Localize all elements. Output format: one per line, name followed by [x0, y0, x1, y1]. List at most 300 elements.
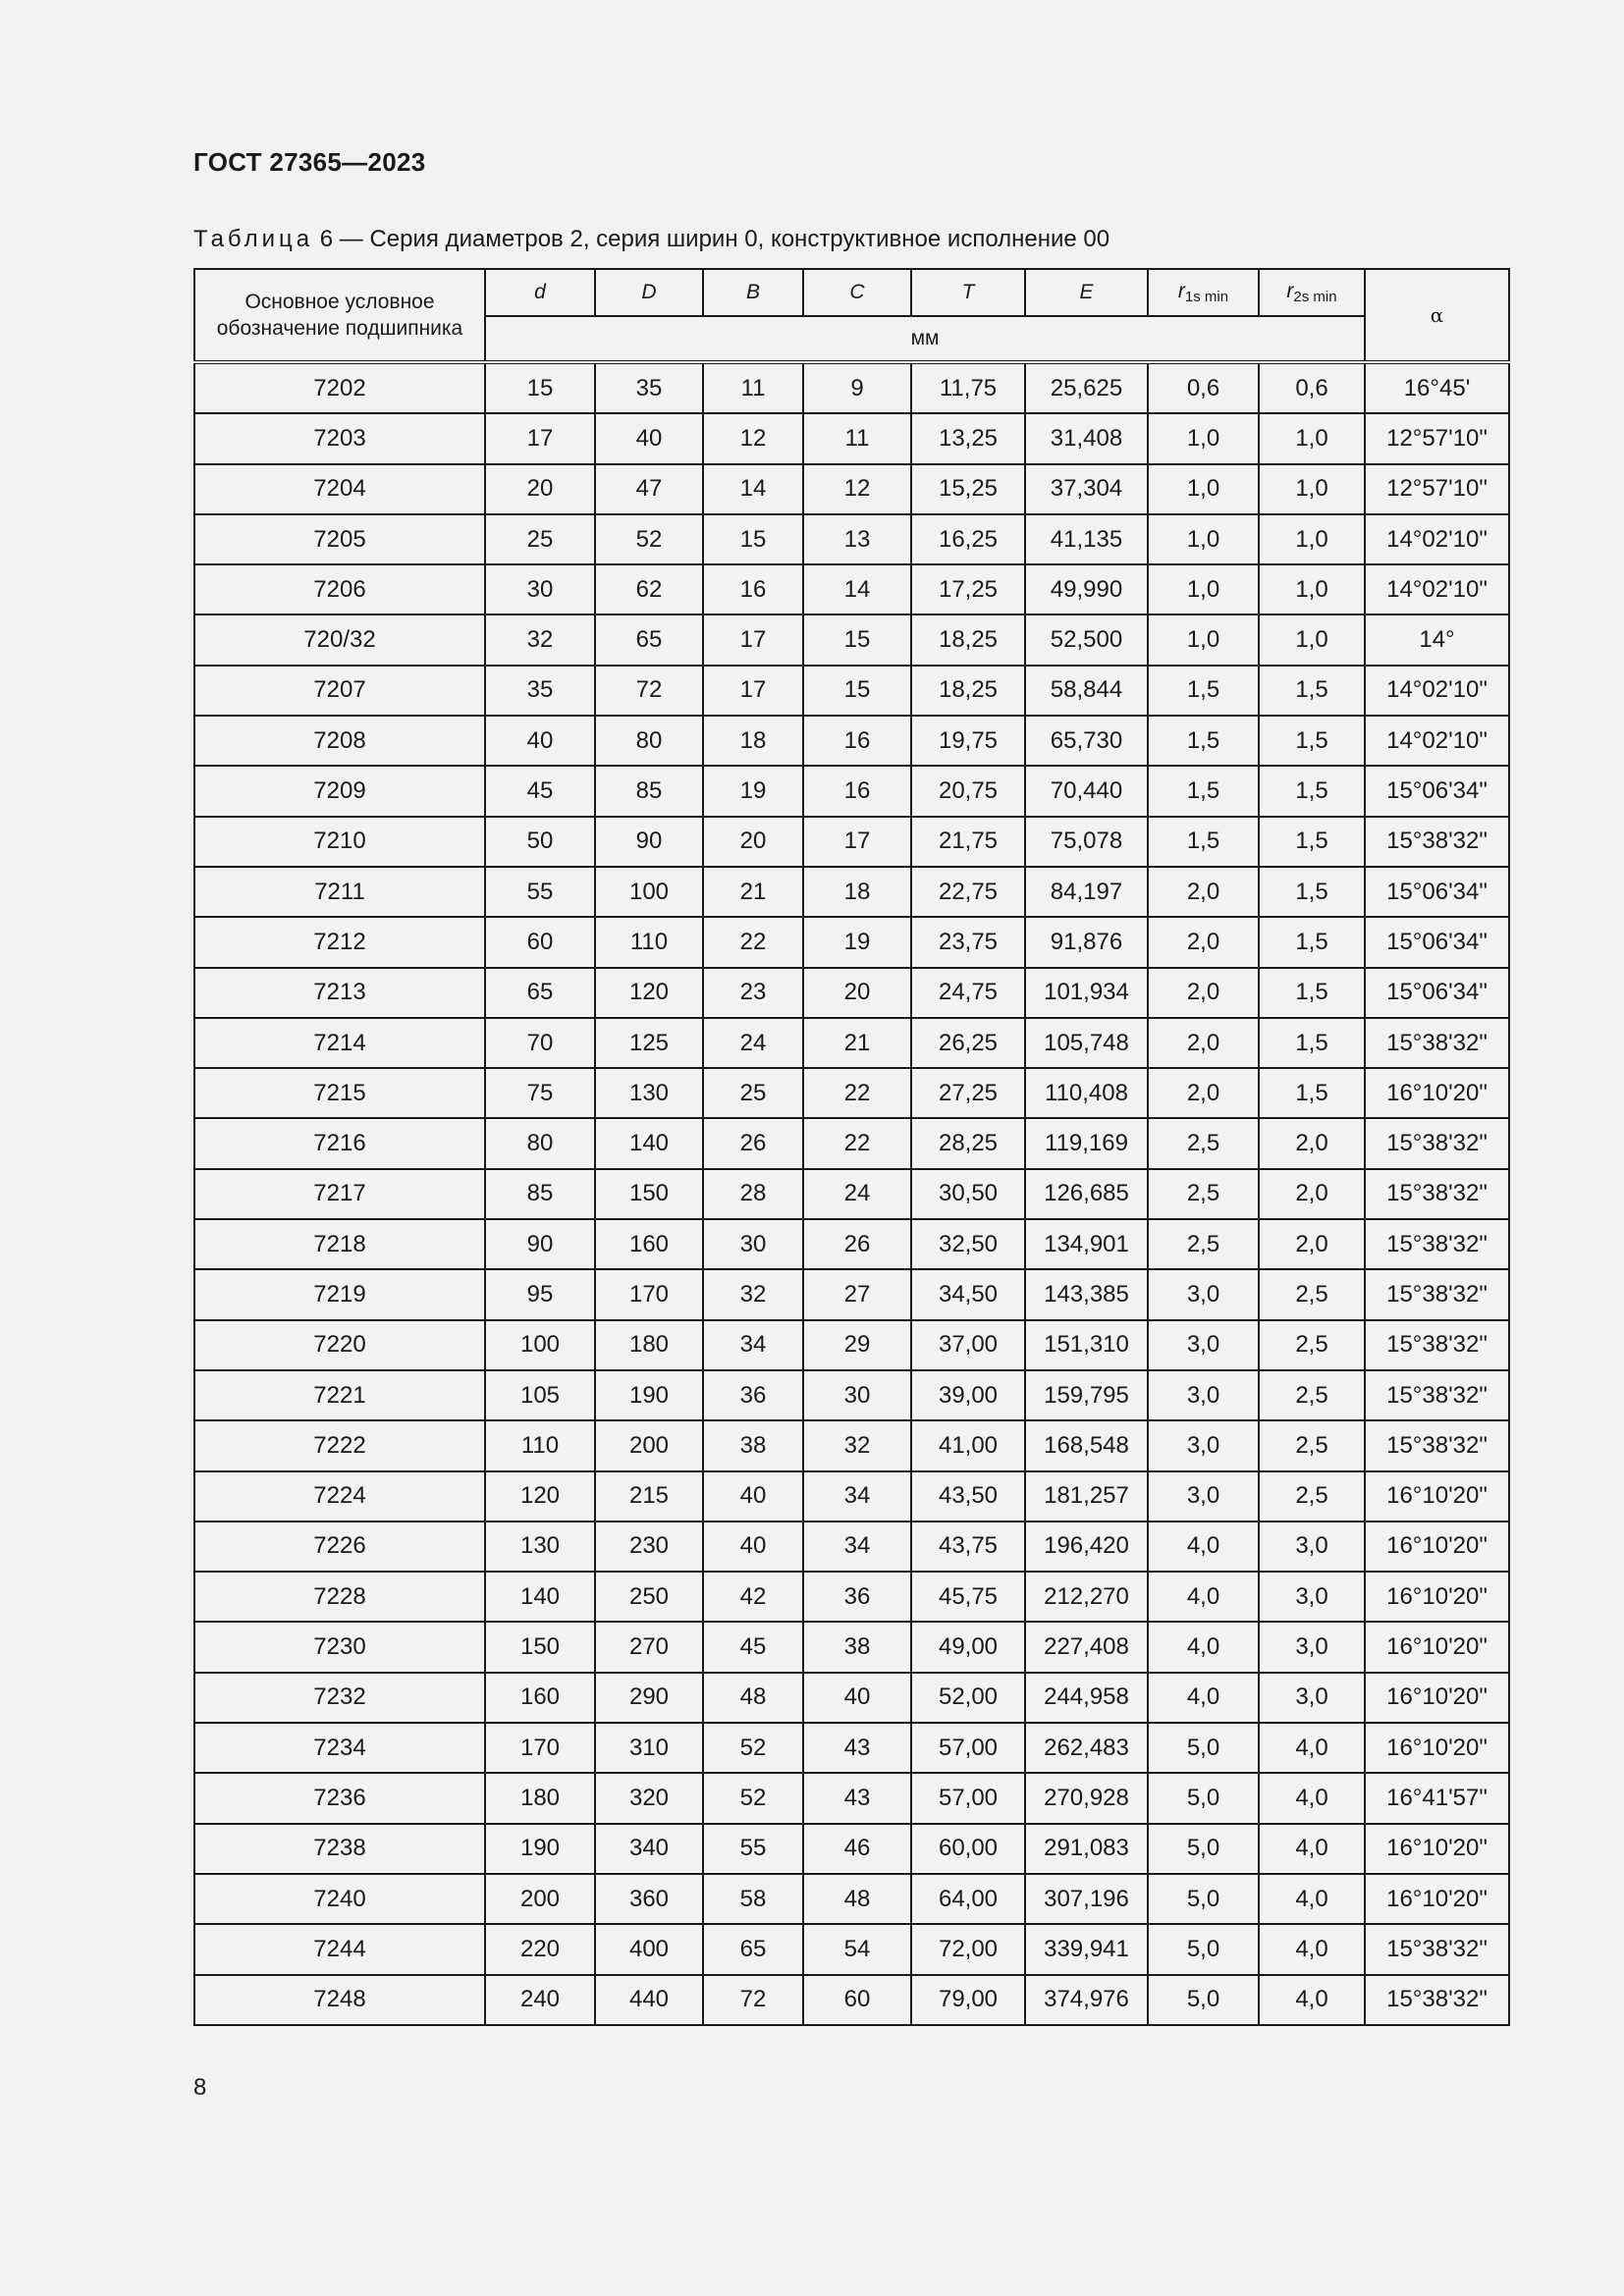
- cell-r2s-min: 1,5: [1259, 817, 1365, 867]
- cell-designation: 7203: [194, 413, 485, 463]
- cell-r1s-min: 3,0: [1148, 1370, 1259, 1420]
- table-header: [194, 269, 1509, 362]
- cell-designation: 7218: [194, 1219, 485, 1269]
- cell-alpha: 14°02'10": [1365, 514, 1509, 564]
- cell-r1s-min: 4,0: [1148, 1622, 1259, 1672]
- cell-designation: 7213: [194, 968, 485, 1018]
- cell-r1s-min: 3,0: [1148, 1320, 1259, 1370]
- cell-alpha: 16°10'20": [1365, 1471, 1509, 1522]
- cell-r2s-min: 2,0: [1259, 1219, 1365, 1269]
- cell-D: 35: [595, 362, 703, 413]
- cell-designation: 7238: [194, 1824, 485, 1874]
- cell-C: 22: [803, 1068, 911, 1118]
- cell-designation: 7222: [194, 1420, 485, 1470]
- cell-designation: 7236: [194, 1773, 485, 1823]
- cell-designation: 7240: [194, 1874, 485, 1924]
- cell-C: 60: [803, 1975, 911, 2025]
- cell-E: 181,257: [1025, 1471, 1148, 1522]
- cell-r1s-min: 3,0: [1148, 1471, 1259, 1522]
- table-row: [194, 968, 1509, 1018]
- cell-d: 85: [485, 1169, 595, 1219]
- cell-r1s-min: 4,0: [1148, 1572, 1259, 1622]
- cell-D: 290: [595, 1673, 703, 1723]
- table-row: [194, 514, 1509, 564]
- cell-r2s-min: 1,5: [1259, 1068, 1365, 1118]
- cell-r2s-min: 1,0: [1259, 564, 1365, 614]
- cell-designation: 7209: [194, 766, 485, 816]
- cell-designation: 7219: [194, 1269, 485, 1319]
- cell-designation: 7214: [194, 1018, 485, 1068]
- cell-designation: 7220: [194, 1320, 485, 1370]
- table-row: [194, 1118, 1509, 1168]
- cell-d: 20: [485, 464, 595, 514]
- cell-r2s-min: 2,0: [1259, 1169, 1365, 1219]
- cell-designation: 7215: [194, 1068, 485, 1118]
- cell-C: 32: [803, 1420, 911, 1470]
- cell-C: 40: [803, 1673, 911, 1723]
- cell-d: 180: [485, 1773, 595, 1823]
- cell-r1s-min: 1,0: [1148, 413, 1259, 463]
- cell-T: 28,25: [911, 1118, 1025, 1168]
- cell-alpha: 15°06'34": [1365, 917, 1509, 967]
- cell-alpha: 16°45': [1365, 362, 1509, 413]
- header-designation: Основное условное обозначение подшипника: [194, 269, 485, 362]
- cell-r2s-min: 1,5: [1259, 716, 1365, 766]
- cell-D: 180: [595, 1320, 703, 1370]
- cell-C: 20: [803, 968, 911, 1018]
- cell-B: 32: [703, 1269, 803, 1319]
- cell-alpha: 15°38'32": [1365, 1924, 1509, 1974]
- cell-d: 35: [485, 666, 595, 716]
- cell-B: 52: [703, 1773, 803, 1823]
- cell-designation: 7205: [194, 514, 485, 564]
- cell-T: 41,00: [911, 1420, 1025, 1470]
- cell-E: 58,844: [1025, 666, 1148, 716]
- header-E: E: [1025, 269, 1148, 316]
- cell-D: 52: [595, 514, 703, 564]
- cell-r1s-min: 3,0: [1148, 1269, 1259, 1319]
- cell-T: 21,75: [911, 817, 1025, 867]
- cell-r2s-min: 4,0: [1259, 1924, 1365, 1974]
- cell-alpha: 16°10'20": [1365, 1723, 1509, 1773]
- cell-D: 400: [595, 1924, 703, 1974]
- table-row: [194, 1018, 1509, 1068]
- table-row: [194, 1370, 1509, 1420]
- table-body: [194, 362, 1509, 2025]
- cell-r2s-min: 1,5: [1259, 766, 1365, 816]
- cell-r1s-min: 5,0: [1148, 1723, 1259, 1773]
- cell-B: 58: [703, 1874, 803, 1924]
- cell-E: 212,270: [1025, 1572, 1148, 1622]
- cell-B: 15: [703, 514, 803, 564]
- cell-D: 85: [595, 766, 703, 816]
- cell-D: 340: [595, 1824, 703, 1874]
- cell-alpha: 16°10'20": [1365, 1673, 1509, 1723]
- page-number: 8: [193, 2074, 207, 2101]
- cell-T: 43,50: [911, 1471, 1025, 1522]
- cell-designation: 7232: [194, 1673, 485, 1723]
- cell-r2s-min: 1,5: [1259, 1018, 1365, 1068]
- cell-alpha: 15°38'32": [1365, 1320, 1509, 1370]
- cell-d: 75: [485, 1068, 595, 1118]
- cell-E: 196,420: [1025, 1522, 1148, 1572]
- cell-B: 38: [703, 1420, 803, 1470]
- cell-r1s-min: 2,5: [1148, 1219, 1259, 1269]
- cell-alpha: 16°10'20": [1365, 1572, 1509, 1622]
- cell-r1s-min: 1,5: [1148, 766, 1259, 816]
- cell-B: 21: [703, 867, 803, 917]
- cell-D: 65: [595, 614, 703, 665]
- cell-D: 190: [595, 1370, 703, 1420]
- cell-E: 37,304: [1025, 464, 1148, 514]
- cell-designation: 7224: [194, 1471, 485, 1522]
- cell-E: 75,078: [1025, 817, 1148, 867]
- cell-D: 62: [595, 564, 703, 614]
- cell-C: 43: [803, 1723, 911, 1773]
- cell-B: 12: [703, 413, 803, 463]
- header-unit: мм: [485, 316, 1365, 362]
- cell-r1s-min: 2,5: [1148, 1118, 1259, 1168]
- cell-E: 270,928: [1025, 1773, 1148, 1823]
- cell-C: 16: [803, 766, 911, 816]
- table-row: [194, 716, 1509, 766]
- table-row: [194, 1068, 1509, 1118]
- table-row: [194, 1471, 1509, 1522]
- cell-E: 339,941: [1025, 1924, 1148, 1974]
- cell-B: 55: [703, 1824, 803, 1874]
- table-row: [194, 1420, 1509, 1470]
- cell-C: 27: [803, 1269, 911, 1319]
- bearing-dimensions-table: [193, 268, 1510, 2026]
- cell-r1s-min: 2,0: [1148, 1018, 1259, 1068]
- table-caption: [193, 226, 1110, 253]
- cell-T: 18,25: [911, 614, 1025, 665]
- cell-T: 43,75: [911, 1522, 1025, 1572]
- table-row: [194, 1522, 1509, 1572]
- cell-designation: 7207: [194, 666, 485, 716]
- cell-d: 105: [485, 1370, 595, 1420]
- cell-B: 28: [703, 1169, 803, 1219]
- cell-d: 17: [485, 413, 595, 463]
- cell-T: 19,75: [911, 716, 1025, 766]
- cell-alpha: 15°38'32": [1365, 1169, 1509, 1219]
- cell-C: 29: [803, 1320, 911, 1370]
- cell-d: 220: [485, 1924, 595, 1974]
- header-r2s-min-symbol: r: [1286, 280, 1294, 302]
- cell-B: 18: [703, 716, 803, 766]
- cell-T: 57,00: [911, 1723, 1025, 1773]
- cell-T: 13,25: [911, 413, 1025, 463]
- cell-r2s-min: 1,0: [1259, 514, 1365, 564]
- cell-C: 46: [803, 1824, 911, 1874]
- table-row: [194, 1824, 1509, 1874]
- cell-r2s-min: 0,6: [1259, 362, 1365, 413]
- cell-D: 230: [595, 1522, 703, 1572]
- cell-E: 291,083: [1025, 1824, 1148, 1874]
- cell-T: 15,25: [911, 464, 1025, 514]
- cell-B: 19: [703, 766, 803, 816]
- cell-alpha: 15°38'32": [1365, 1118, 1509, 1168]
- cell-d: 200: [485, 1874, 595, 1924]
- table-row: [194, 917, 1509, 967]
- cell-T: 23,75: [911, 917, 1025, 967]
- cell-alpha: 15°38'32": [1365, 817, 1509, 867]
- table-row: [194, 1320, 1509, 1370]
- cell-C: 30: [803, 1370, 911, 1420]
- cell-D: 120: [595, 968, 703, 1018]
- cell-T: 24,75: [911, 968, 1025, 1018]
- cell-B: 72: [703, 1975, 803, 2025]
- cell-D: 140: [595, 1118, 703, 1168]
- cell-B: 23: [703, 968, 803, 1018]
- table-row: [194, 1673, 1509, 1723]
- cell-r1s-min: 2,5: [1148, 1169, 1259, 1219]
- cell-alpha: 16°10'20": [1365, 1068, 1509, 1118]
- cell-T: 64,00: [911, 1874, 1025, 1924]
- cell-designation: 7226: [194, 1522, 485, 1572]
- cell-B: 17: [703, 614, 803, 665]
- cell-D: 250: [595, 1572, 703, 1622]
- cell-alpha: 16°10'20": [1365, 1522, 1509, 1572]
- cell-d: 55: [485, 867, 595, 917]
- cell-C: 22: [803, 1118, 911, 1168]
- cell-r1s-min: 2,0: [1148, 1068, 1259, 1118]
- cell-d: 45: [485, 766, 595, 816]
- table-row: [194, 1219, 1509, 1269]
- cell-C: 54: [803, 1924, 911, 1974]
- cell-T: 39,00: [911, 1370, 1025, 1420]
- table-row: [194, 1572, 1509, 1622]
- cell-d: 50: [485, 817, 595, 867]
- cell-E: 134,901: [1025, 1219, 1148, 1269]
- cell-D: 72: [595, 666, 703, 716]
- table-row: [194, 867, 1509, 917]
- cell-alpha: 15°06'34": [1365, 867, 1509, 917]
- cell-r2s-min: 3,0: [1259, 1572, 1365, 1622]
- cell-B: 16: [703, 564, 803, 614]
- table-row: [194, 666, 1509, 716]
- table-row: [194, 413, 1509, 463]
- cell-D: 110: [595, 917, 703, 967]
- cell-E: 105,748: [1025, 1018, 1148, 1068]
- cell-alpha: 15°06'34": [1365, 968, 1509, 1018]
- cell-d: 95: [485, 1269, 595, 1319]
- table-caption-prefix: Таблица: [193, 226, 314, 252]
- cell-T: 18,25: [911, 666, 1025, 716]
- cell-T: 16,25: [911, 514, 1025, 564]
- cell-T: 32,50: [911, 1219, 1025, 1269]
- header-B: B: [703, 269, 803, 316]
- cell-B: 11: [703, 362, 803, 413]
- cell-D: 170: [595, 1269, 703, 1319]
- cell-r1s-min: 2,0: [1148, 867, 1259, 917]
- cell-T: 34,50: [911, 1269, 1025, 1319]
- cell-E: 227,408: [1025, 1622, 1148, 1672]
- cell-B: 17: [703, 666, 803, 716]
- cell-r1s-min: 5,0: [1148, 1824, 1259, 1874]
- cell-D: 80: [595, 716, 703, 766]
- cell-C: 19: [803, 917, 911, 967]
- cell-r2s-min: 4,0: [1259, 1824, 1365, 1874]
- header-row: [194, 269, 1509, 316]
- cell-alpha: 15°38'32": [1365, 1269, 1509, 1319]
- cell-designation: 7244: [194, 1924, 485, 1974]
- cell-r1s-min: 1,0: [1148, 564, 1259, 614]
- cell-T: 37,00: [911, 1320, 1025, 1370]
- cell-B: 24: [703, 1018, 803, 1068]
- table-row: [194, 464, 1509, 514]
- cell-r1s-min: 5,0: [1148, 1874, 1259, 1924]
- cell-r1s-min: 1,5: [1148, 817, 1259, 867]
- table-row: [194, 1723, 1509, 1773]
- cell-C: 15: [803, 614, 911, 665]
- cell-E: 159,795: [1025, 1370, 1148, 1420]
- cell-r1s-min: 3,0: [1148, 1420, 1259, 1470]
- table-row: [194, 1975, 1509, 2025]
- cell-C: 26: [803, 1219, 911, 1269]
- document-header: ГОСТ 27365—2023: [193, 147, 426, 177]
- cell-r1s-min: 1,5: [1148, 716, 1259, 766]
- header-T: T: [911, 269, 1025, 316]
- header-C: C: [803, 269, 911, 316]
- cell-E: 168,548: [1025, 1420, 1148, 1470]
- cell-alpha: 15°38'32": [1365, 1975, 1509, 2025]
- cell-d: 110: [485, 1420, 595, 1470]
- cell-alpha: 14°02'10": [1365, 716, 1509, 766]
- table-row: [194, 1622, 1509, 1672]
- cell-T: 79,00: [911, 1975, 1025, 2025]
- cell-d: 120: [485, 1471, 595, 1522]
- cell-r2s-min: 2,5: [1259, 1269, 1365, 1319]
- cell-B: 52: [703, 1723, 803, 1773]
- cell-E: 49,990: [1025, 564, 1148, 614]
- cell-B: 40: [703, 1522, 803, 1572]
- cell-B: 48: [703, 1673, 803, 1723]
- cell-T: 11,75: [911, 362, 1025, 413]
- cell-d: 140: [485, 1572, 595, 1622]
- cell-alpha: 16°10'20": [1365, 1824, 1509, 1874]
- cell-B: 14: [703, 464, 803, 514]
- cell-alpha: 16°10'20": [1365, 1622, 1509, 1672]
- cell-T: 27,25: [911, 1068, 1025, 1118]
- cell-D: 360: [595, 1874, 703, 1924]
- cell-d: 25: [485, 514, 595, 564]
- cell-d: 65: [485, 968, 595, 1018]
- cell-d: 32: [485, 614, 595, 665]
- cell-T: 45,75: [911, 1572, 1025, 1622]
- header-r1s-min-symbol: r: [1177, 280, 1185, 302]
- cell-r2s-min: 3,0: [1259, 1522, 1365, 1572]
- cell-d: 240: [485, 1975, 595, 2025]
- cell-B: 30: [703, 1219, 803, 1269]
- cell-D: 47: [595, 464, 703, 514]
- cell-E: 244,958: [1025, 1673, 1148, 1723]
- cell-E: 52,500: [1025, 614, 1148, 665]
- table-row: [194, 1269, 1509, 1319]
- table-row: [194, 1874, 1509, 1924]
- cell-d: 130: [485, 1522, 595, 1572]
- cell-alpha: 16°10'20": [1365, 1874, 1509, 1924]
- cell-r2s-min: 4,0: [1259, 1874, 1365, 1924]
- cell-C: 12: [803, 464, 911, 514]
- cell-E: 143,385: [1025, 1269, 1148, 1319]
- cell-C: 14: [803, 564, 911, 614]
- table-row: [194, 1169, 1509, 1219]
- cell-D: 160: [595, 1219, 703, 1269]
- cell-B: 25: [703, 1068, 803, 1118]
- cell-designation: 7204: [194, 464, 485, 514]
- cell-r2s-min: 1,5: [1259, 917, 1365, 967]
- cell-C: 9: [803, 362, 911, 413]
- cell-r1s-min: 0,6: [1148, 362, 1259, 413]
- cell-r2s-min: 1,5: [1259, 867, 1365, 917]
- cell-D: 130: [595, 1068, 703, 1118]
- cell-alpha: 15°38'32": [1365, 1370, 1509, 1420]
- cell-C: 11: [803, 413, 911, 463]
- cell-designation: 7202: [194, 362, 485, 413]
- cell-alpha: 16°41'57": [1365, 1773, 1509, 1823]
- cell-alpha: 15°38'32": [1365, 1420, 1509, 1470]
- cell-E: 91,876: [1025, 917, 1148, 967]
- cell-C: 18: [803, 867, 911, 917]
- cell-D: 100: [595, 867, 703, 917]
- cell-T: 30,50: [911, 1169, 1025, 1219]
- table-row: [194, 766, 1509, 816]
- cell-E: 262,483: [1025, 1723, 1148, 1773]
- cell-designation: 7228: [194, 1572, 485, 1622]
- cell-r2s-min: 4,0: [1259, 1773, 1365, 1823]
- cell-C: 16: [803, 716, 911, 766]
- cell-d: 80: [485, 1118, 595, 1168]
- cell-r2s-min: 1,5: [1259, 968, 1365, 1018]
- cell-r1s-min: 5,0: [1148, 1975, 1259, 2025]
- cell-designation: 7217: [194, 1169, 485, 1219]
- cell-r1s-min: 4,0: [1148, 1522, 1259, 1572]
- header-d: d: [485, 269, 595, 316]
- cell-r1s-min: 5,0: [1148, 1924, 1259, 1974]
- cell-T: 17,25: [911, 564, 1025, 614]
- cell-alpha: 15°06'34": [1365, 766, 1509, 816]
- cell-T: 57,00: [911, 1773, 1025, 1823]
- table-row: [194, 362, 1509, 413]
- table-row: [194, 614, 1509, 665]
- cell-T: 26,25: [911, 1018, 1025, 1068]
- cell-r1s-min: 5,0: [1148, 1773, 1259, 1823]
- cell-designation: 7208: [194, 716, 485, 766]
- cell-d: 160: [485, 1673, 595, 1723]
- cell-r1s-min: 4,0: [1148, 1673, 1259, 1723]
- cell-d: 190: [485, 1824, 595, 1874]
- cell-B: 42: [703, 1572, 803, 1622]
- header-D: D: [595, 269, 703, 316]
- cell-r1s-min: 1,0: [1148, 464, 1259, 514]
- cell-B: 45: [703, 1622, 803, 1672]
- cell-E: 151,310: [1025, 1320, 1148, 1370]
- cell-B: 34: [703, 1320, 803, 1370]
- cell-r2s-min: 1,0: [1259, 614, 1365, 665]
- cell-r2s-min: 3,0: [1259, 1673, 1365, 1723]
- cell-designation: 7230: [194, 1622, 485, 1672]
- cell-D: 200: [595, 1420, 703, 1470]
- cell-T: 72,00: [911, 1924, 1025, 1974]
- cell-r1s-min: 1,5: [1148, 666, 1259, 716]
- cell-alpha: 14°02'10": [1365, 564, 1509, 614]
- table-row: [194, 1773, 1509, 1823]
- cell-T: 49,00: [911, 1622, 1025, 1672]
- table-row: [194, 1924, 1509, 1974]
- cell-B: 20: [703, 817, 803, 867]
- cell-designation: 7248: [194, 1975, 485, 2025]
